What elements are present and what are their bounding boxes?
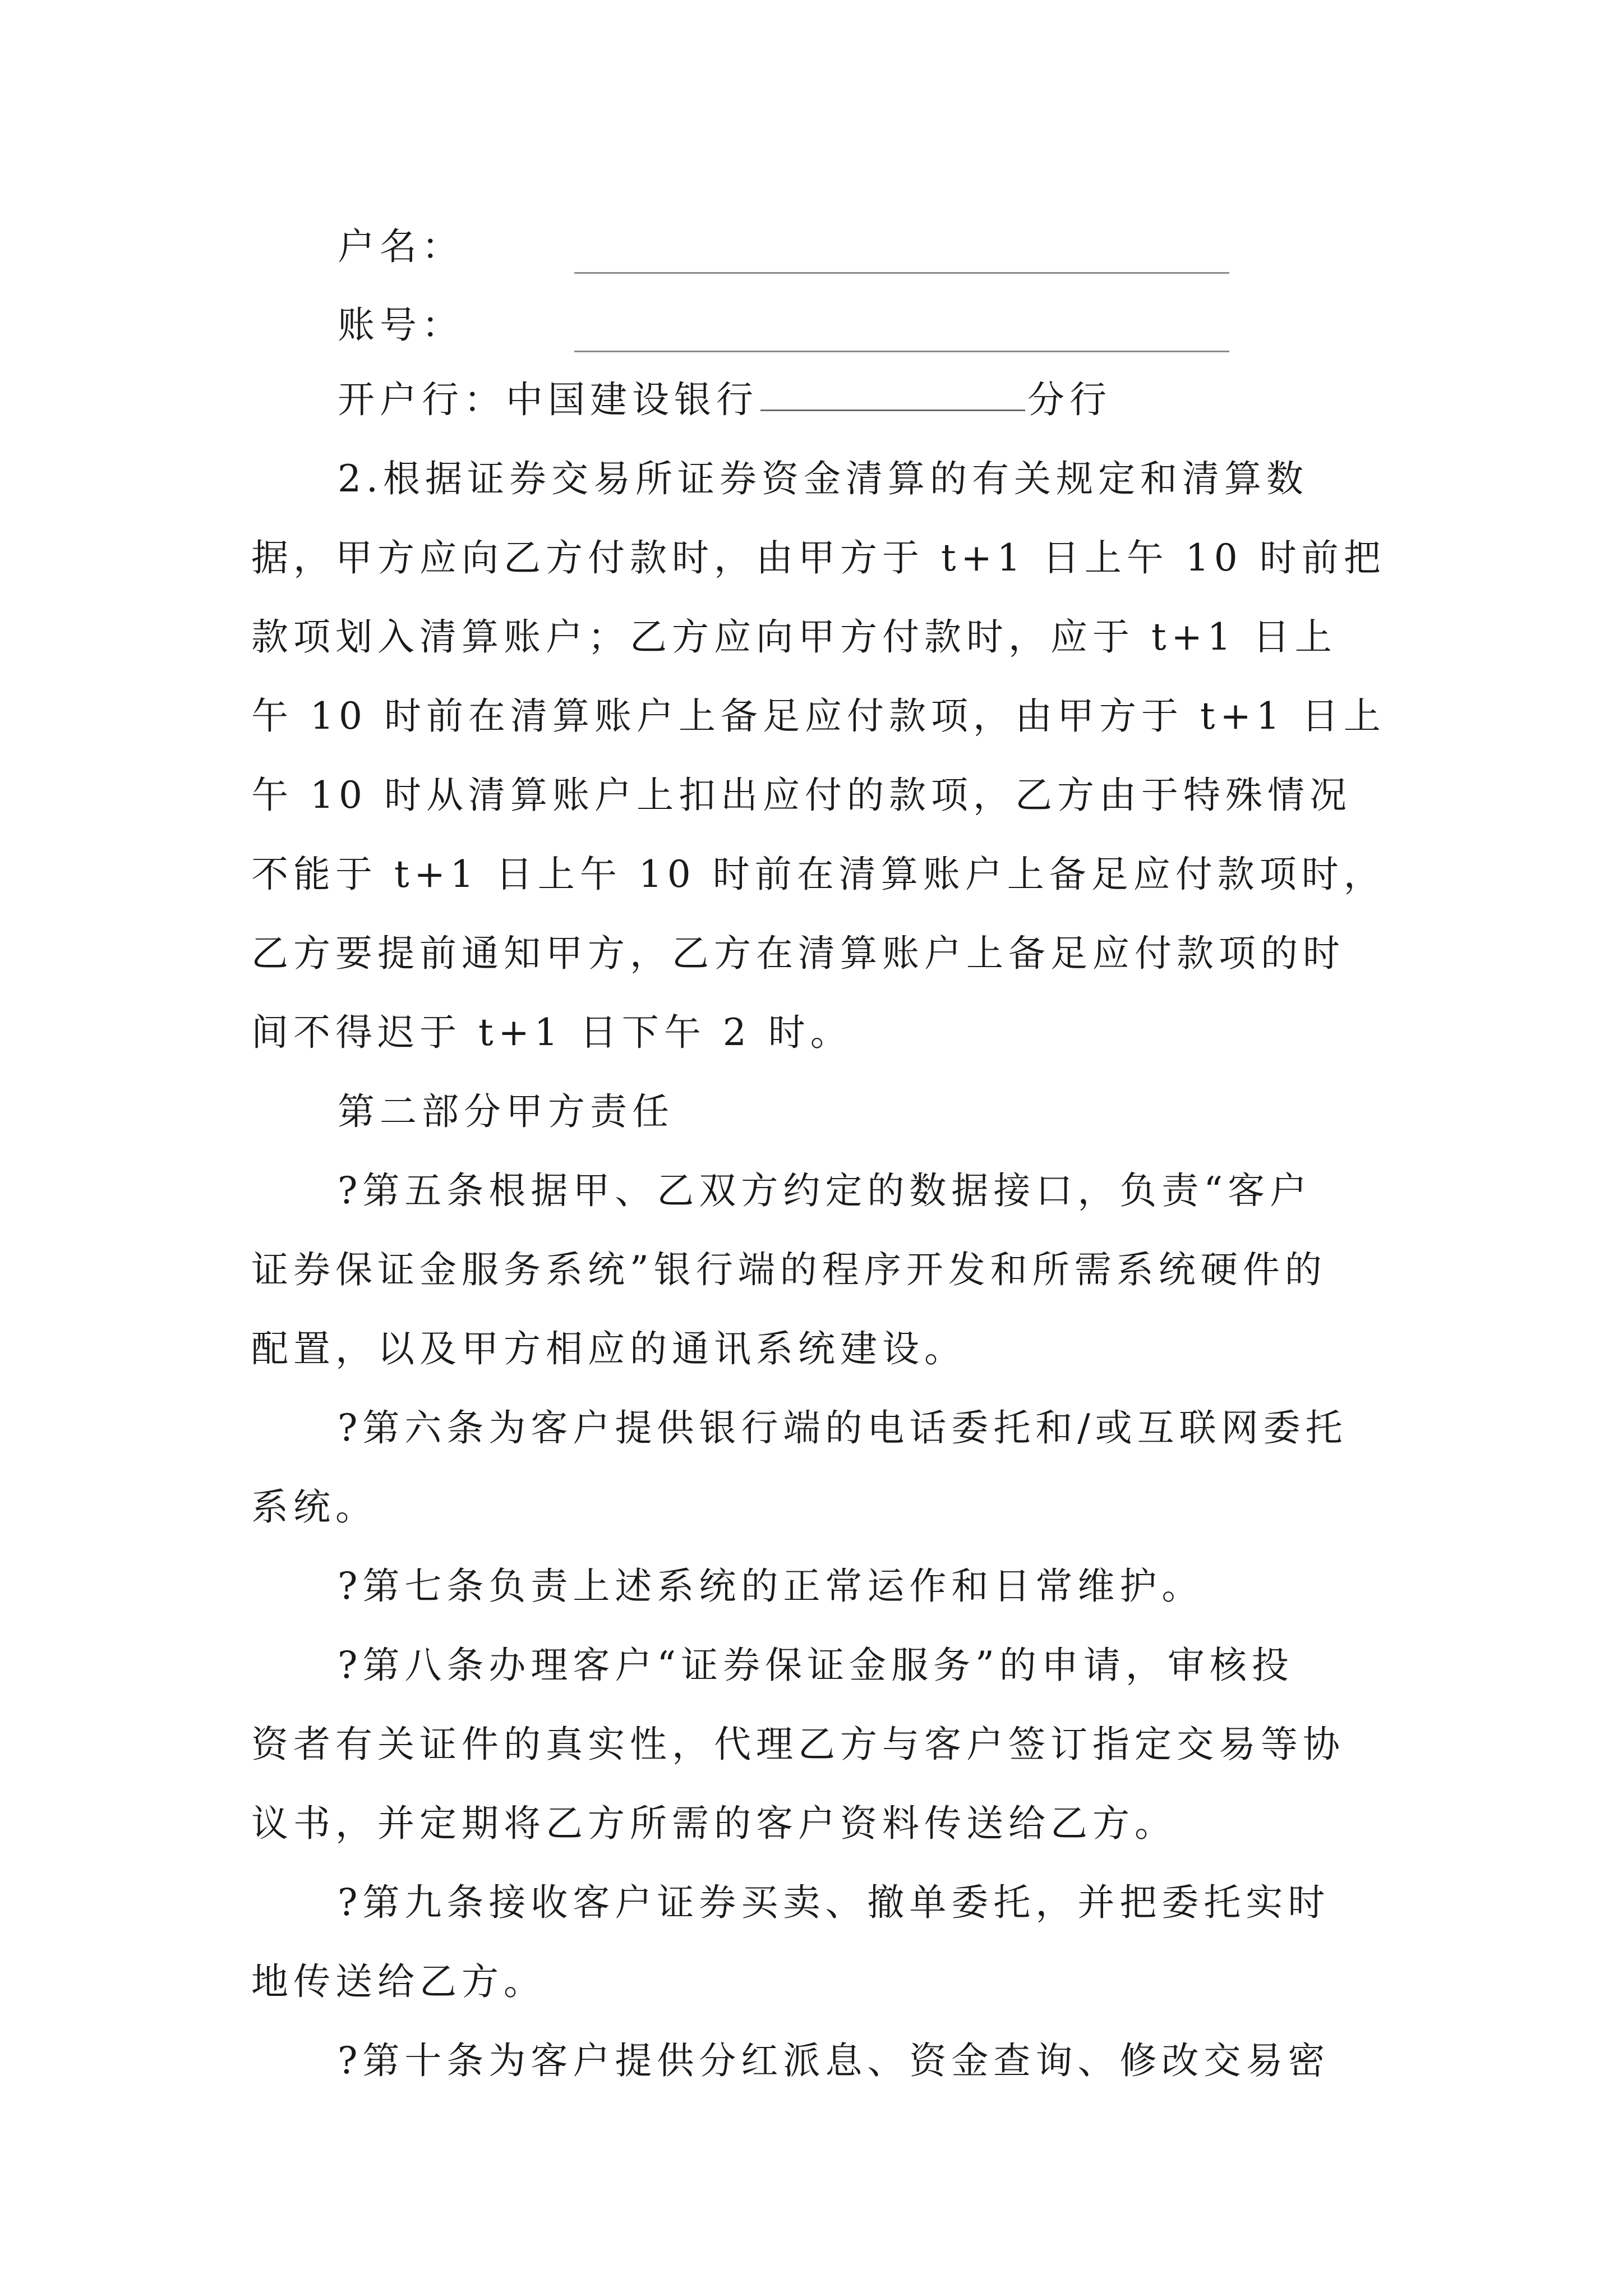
article7-line: ?第七条负责上述系统的正常运作和日常维护。 <box>338 1565 1204 1608</box>
bank-label: 开户行：中国建设银行 <box>338 378 758 421</box>
account-name-blank <box>574 216 1229 274</box>
clause2-line: 乙方要提前通知甲方，乙方在清算账户上备足应付款项的时 <box>251 932 1345 975</box>
bank-suffix: 分行 <box>1027 378 1112 421</box>
article5-line: 证券保证金服务系统”银行端的程序开发和所需系统硬件的 <box>251 1248 1327 1291</box>
clause2-line: 2.根据证券交易所证券资金清算的有关规定和清算数 <box>338 457 1308 500</box>
article5-line: 配置，以及甲方相应的通讯系统建设。 <box>251 1327 966 1370</box>
article5-line: ?第五条根据甲、乙双方约定的数据接口，负责“客户 <box>338 1169 1312 1212</box>
account-number-blank <box>574 295 1229 352</box>
section-heading: 第二部分甲方责任 <box>338 1090 674 1133</box>
clause2-line: 午 10 时从清算账户上扣出应付的款项，乙方由于特殊情况 <box>251 774 1352 817</box>
branch-blank <box>760 369 1025 411</box>
article9-line: 地传送给乙方。 <box>251 1960 546 2003</box>
clause2-line: 间不得迟于 t+1 日下午 2 时。 <box>251 1011 852 1054</box>
article8-line: ?第八条办理客户“证券保证金服务”的申请，审核投 <box>338 1644 1294 1687</box>
article9-line: ?第九条接收客户证券买卖、撤单委托，并把委托实时 <box>338 1881 1330 1924</box>
bank-row <box>338 369 1390 431</box>
account-number-row <box>338 295 1390 356</box>
clause2-line: 不能于 t+1 日上午 10 时前在清算账户上备足应付款项时， <box>251 853 1386 896</box>
clause2-line: 款项划入清算账户；乙方应向甲方付款时，应于 t+1 日上 <box>251 615 1337 659</box>
account-number-label: 账号： <box>338 303 464 347</box>
account-name-label: 户名： <box>338 225 464 268</box>
article6-line: ?第六条为客户提供银行端的电话委托和/或互联网委托 <box>338 1406 1348 1450</box>
article6-line: 系统。 <box>251 1485 377 1529</box>
article8-line: 资者有关证件的真实性，代理乙方与客户签订指定交易等协 <box>251 1723 1345 1766</box>
account-name-row <box>338 216 1390 278</box>
clause2-line: 午 10 时前在清算账户上备足应付款项，由甲方于 t+1 日上 <box>251 694 1386 738</box>
clause2-line: 据，甲方应向乙方付款时，由甲方于 t+1 日上午 10 时前把 <box>251 536 1386 579</box>
article8-line: 议书，并定期将乙方所需的客户资料传送给乙方。 <box>251 1802 1177 1845</box>
article10-line: ?第十条为客户提供分红派息、资金查询、修改交易密 <box>338 2039 1330 2082</box>
